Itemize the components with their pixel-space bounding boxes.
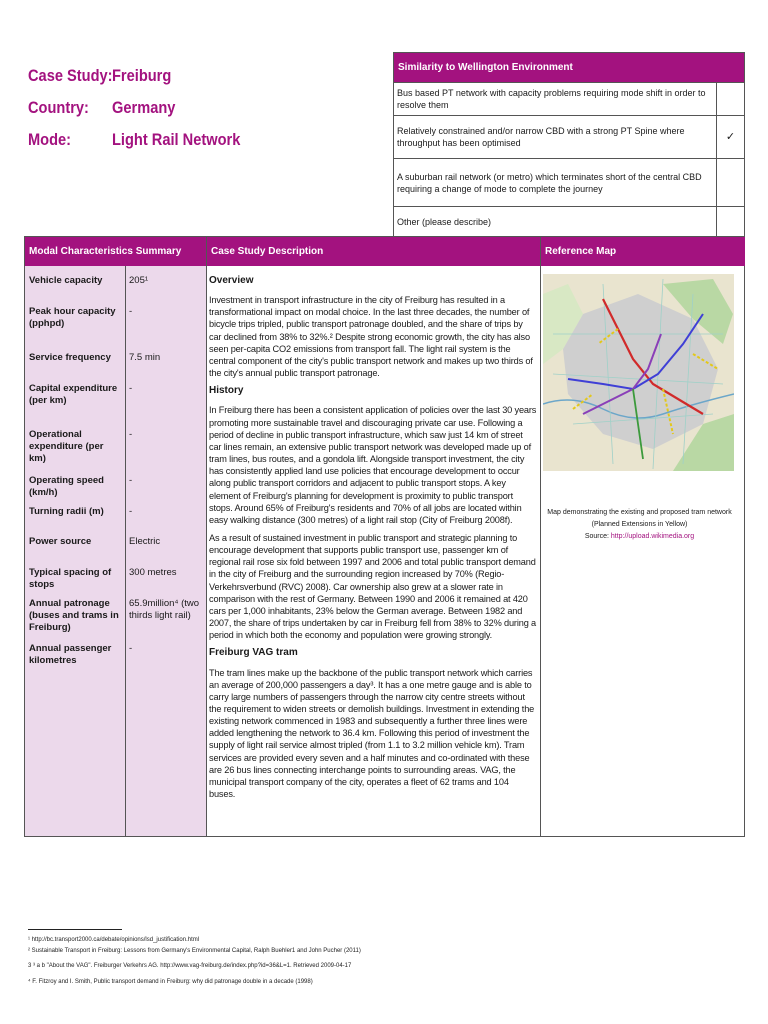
modal-row [25, 352, 206, 364]
modal-value: - [129, 383, 133, 394]
footnote: ¹ http://bc.transport2000.ca/debate/opinions/lsd_justification.html [28, 937, 200, 943]
modal-value: 205¹ [129, 275, 149, 286]
similarity-row [394, 116, 745, 159]
vag-tram-heading: Freiburg VAG tram [209, 647, 298, 659]
case-study-table [24, 236, 745, 837]
mode-label: Mode: [28, 130, 72, 149]
mode-value: Light Rail Network [112, 130, 241, 149]
modal-label: Turning radii (m) [29, 506, 104, 517]
modal-value: 7.5 min [129, 352, 161, 363]
overview-paragraph: Investment in transport infrastructure in the city of Freiburg has resulted in a transformational impact on modal choice. In the last three decades, the number of bicycle trips tripled, public transport patronage doubled, and the share of trips by car declined from 38% to 32%.² Despite strong economic growth, the city has also seen per-capita CO2 emissions from transport fall. The light rail system is the central component of the city's public transport network and makes up two thirds of the city's annual public transport patronage. [209, 295, 533, 379]
case-study-header [28, 60, 388, 156]
case-study-value: Freiburg [112, 66, 172, 85]
modal-label: Capital expenditure (per km) [29, 383, 118, 406]
modal-label: Annual passenger kilometres [29, 643, 112, 666]
modal-row [25, 598, 206, 634]
case-study-description [209, 275, 537, 806]
similarity-text: Relatively constrained and/or narrow CBD with a strong PT Spine where throughput has been optimised [394, 116, 717, 159]
modal-header: Modal Characteristics Summary [25, 237, 206, 266]
country-value: Germany [112, 98, 176, 117]
modal-label: Peak hour capacity (pphpd) [29, 306, 116, 329]
modal-value: - [129, 475, 133, 486]
modal-label: Annual patronage (buses and trams in Freiburg) [29, 598, 119, 633]
modal-label: Operating speed (km/h) [29, 475, 104, 498]
column-divider [206, 237, 207, 836]
similarity-text: Bus based PT network with capacity problems requiring mode shift in order to resolve them [394, 83, 717, 116]
map-source-link[interactable]: http://upload.wikimedia.org [610, 533, 695, 540]
similarity-check: ✓ [717, 116, 745, 159]
modal-label: Power source [29, 536, 92, 547]
map-source-label: Source: [584, 533, 611, 540]
similarity-row [394, 83, 745, 116]
modal-row [25, 275, 206, 287]
modal-value: - [129, 643, 133, 654]
country-label: Country: [28, 98, 89, 117]
history-heading: History [209, 385, 244, 397]
history-paragraph: As a result of sustained investment in public transport and strategic planning to encourage development that supports public transport use, passenger km of regional rail rose six fold between 1997 and 2006 and total public transport demand in the city of Freiburg and the surrounding region increased by 70% (Regio-Verkehrsverbund (RVC) 2008). Car ownership also grew at a slower rate in comparison with the rest of Germany. Between 1990 and 2006 it remained at 420 cars per 1,000 inhabitants, 23% below the German average. Between 1982 and 2007, the share of trips undertaken by car in Freiburg fell from 38% to 32% during a period in which both the economy and population were growing strongly. [209, 532, 537, 641]
modal-row [25, 536, 206, 548]
similarity-table [393, 52, 745, 237]
case-study-label: Case Study: [28, 66, 113, 85]
footnote: 3 ³ a b "About the VAG". Freiburger Verkehrs AG. http://www.vag-freiburg.de/index.php?id=36&L=1. Retrieved 2009-04-17 [28, 963, 352, 969]
similarity-row [394, 207, 745, 237]
modal-label: Service frequency [29, 352, 111, 363]
modal-value: Electric [129, 536, 161, 547]
vag-tram-paragraph: The tram lines make up the backbone of the public transport network which carries an average of 200,000 passengers a day³. It has a one metre gauge and is able to carry large numbers of passengers through the narrow city centre streets without the requirement to widen streets or demolish buildings. Investment in extending the existing network commenced in 1983 and subsequently a further three lines were added lengthening the network to 36.4 km. Following this period of investment the supply of light rail service almost tripled (from 1.1 to 3.2 million vehicle km). Tram services are provided every seven and a half minutes and co-ordinated with these are 26 bus lines connecting interchange points to surrounding areas. VAG, the municipal transport company of the city, operates a fleet of 62 trams and 104 buses. [209, 667, 535, 800]
footnote: ⁴ F. Fitzroy and I. Smith, Public transport demand in Freiburg: why did patronage double in a decade (1998) [28, 979, 313, 985]
modal-label: Operational expenditure (per km) [29, 429, 104, 464]
map-caption [543, 507, 736, 543]
modal-row [25, 383, 206, 407]
footnote: ² Sustainable Transport in Freiburg: Lessons from Germany's Environmental Capital, Ralph Buehler1 and John Pucher (2011) [28, 948, 361, 954]
modal-row [25, 567, 206, 591]
similarity-check [717, 207, 745, 237]
map-source [543, 531, 736, 543]
map-header: Reference Map [540, 237, 745, 266]
modal-row [25, 643, 206, 667]
footnote-rule [28, 929, 122, 930]
history-paragraph: In Freiburg there has been a consistent application of policies over the last 30 years promoting more sustainable travel and discouraging private car use. Following a period of decline in public transport infrastructure, which saw just 14 km of street car lines remain, an extensive public transport network was developed made up of tram lines, bus routes, and a gondola lift. Alongside transport investment, the city has consistently applied land use policies that encourage development to occur along public transport corridors and adjacent to public transport stops. A key element of Freiburg's planning for development is proximity to public transport stops. Around 65% of Freiburg's residents and 70% of all jobs are located within easy walking distance (300 metres) of a light rail stop (City of Freiburg 2008f). [209, 405, 537, 525]
modal-value: - [129, 506, 133, 517]
modal-value: 300 metres [129, 567, 177, 578]
tram-network-map [543, 274, 734, 471]
modal-label: Typical spacing of stops [29, 567, 112, 590]
modal-row [25, 475, 206, 499]
similarity-check [717, 83, 745, 116]
similarity-title: Similarity to Wellington Environment [394, 53, 745, 83]
similarity-row [394, 159, 745, 207]
similarity-text: A suburban rail network (or metro) which terminates short of the central CBD requiring a change of mode to complete the journey [394, 159, 717, 207]
modal-value: 65.9million⁴ (two thirds light rail) [129, 598, 200, 621]
modal-value: - [129, 429, 133, 440]
modal-label: Vehicle capacity [29, 275, 103, 286]
similarity-text: Other (please describe) [394, 207, 717, 237]
modal-value: - [129, 306, 133, 317]
similarity-check [717, 159, 745, 207]
column-divider [540, 237, 541, 836]
map-caption-text: Map demonstrating the existing and proposed tram network (Planned Extensions in Yellow) [547, 509, 732, 528]
overview-heading: Overview [209, 275, 254, 286]
modal-row [25, 506, 206, 518]
modal-row [25, 429, 206, 465]
description-header: Case Study Description [206, 237, 540, 266]
modal-row [25, 306, 206, 330]
